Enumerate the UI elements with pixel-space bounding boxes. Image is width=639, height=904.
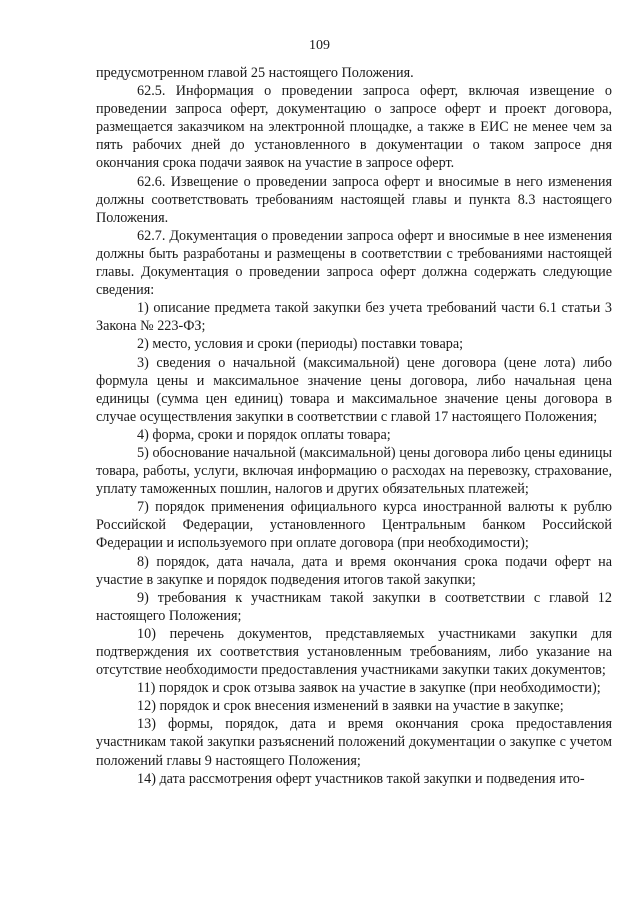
list-item: 3) сведения о начальной (максимальной) цене договора (цене лота) либо формула цены и максимальное значение цены договора, либо начальная цена единицы (сумма цен единиц) товара и максимальное значение цены договора в случае осуществления закупки в соответствии с главой 17 настоящего Положения;: [96, 354, 612, 425]
list-item: 12) порядок и срок внесения изменений в заявки на участие в закупке;: [137, 698, 564, 715]
paragraph: 62.7. Документация о проведении запроса оферт и вносимые в нее изменения должны быть разработаны и размещены в соответствии с требованиями настоящей главы. Документация о проведении запроса оферт должна содержать следующие сведения:: [96, 227, 612, 299]
page-number: 109: [309, 38, 330, 53]
list-item: 8) порядок, дата начала, дата и время окончания срока подачи оферт на участие в закупке и порядок подведения итогов такой закупки;: [96, 553, 612, 588]
list-item: 5) обоснование начальной (максимальной) цены договора либо цены единицы товара, работы, услуги, включая информацию о расходах на перевозку, страхование, уплату таможенных пошлин, налогов и других обязательных платежей;: [96, 444, 612, 498]
list-item: 9) требования к участникам такой закупки в соответствии с главой 12 настоящего Положения;: [96, 589, 612, 624]
list-item: 13) формы, порядок, дата и время окончания срока предоставления участникам такой закупки разъяснений положений документации о закупке с учетом положений главы 9 настоящего Положения;: [96, 716, 612, 769]
paragraph: предусмотренном главой 25 настоящего Положения.: [96, 65, 414, 81]
list-item: 11) порядок и срок отзыва заявок на участие в закупке (при необходимости);: [137, 680, 601, 697]
paragraph: 62.6. Извещение о проведении запроса оферт и вносимые в него изменения должны соответствовать требованиям настоящей главы и пункта 8.3 настоящего Положения.: [96, 173, 612, 226]
paragraph: 62.5. Информация о проведении запроса оферт, включая извещение о проведении запроса оферт, документацию о запросе оферт и проект договора, размещается заказчиком на электронной площадке, а также в ЕИС не менее чем за пять рабочих дней до установленного в документации о таком запросе дня окончания срока подачи заявок на участие в запросе оферт.: [96, 83, 612, 172]
list-item: 2) место, условия и сроки (периоды) поставки товара;: [137, 336, 464, 353]
list-item: 10) перечень документов, представляемых участниками закупки для подтверждения их соответствия установленным требованиям, либо указание на отсутствие необходимости предоставления участниками закупки таких документов;: [96, 625, 612, 679]
list-item: 1) описание предмета такой закупки без учета требований части 6.1 статьи 3 Закона № 223-ФЗ;: [96, 300, 612, 335]
body-text: [96, 64, 612, 788]
list-item: 14) дата рассмотрения оферт участников такой закупки и подведения ито-: [137, 770, 585, 787]
list-item: 7) порядок применения официального курса иностранной валюты к рублю Российской Федерации, установленного Центральным банком Российской Федерации и используемого при оплате договора (при необходимости);: [96, 499, 612, 552]
list-item: 4) форма, сроки и порядок оплаты товара;: [137, 426, 391, 443]
